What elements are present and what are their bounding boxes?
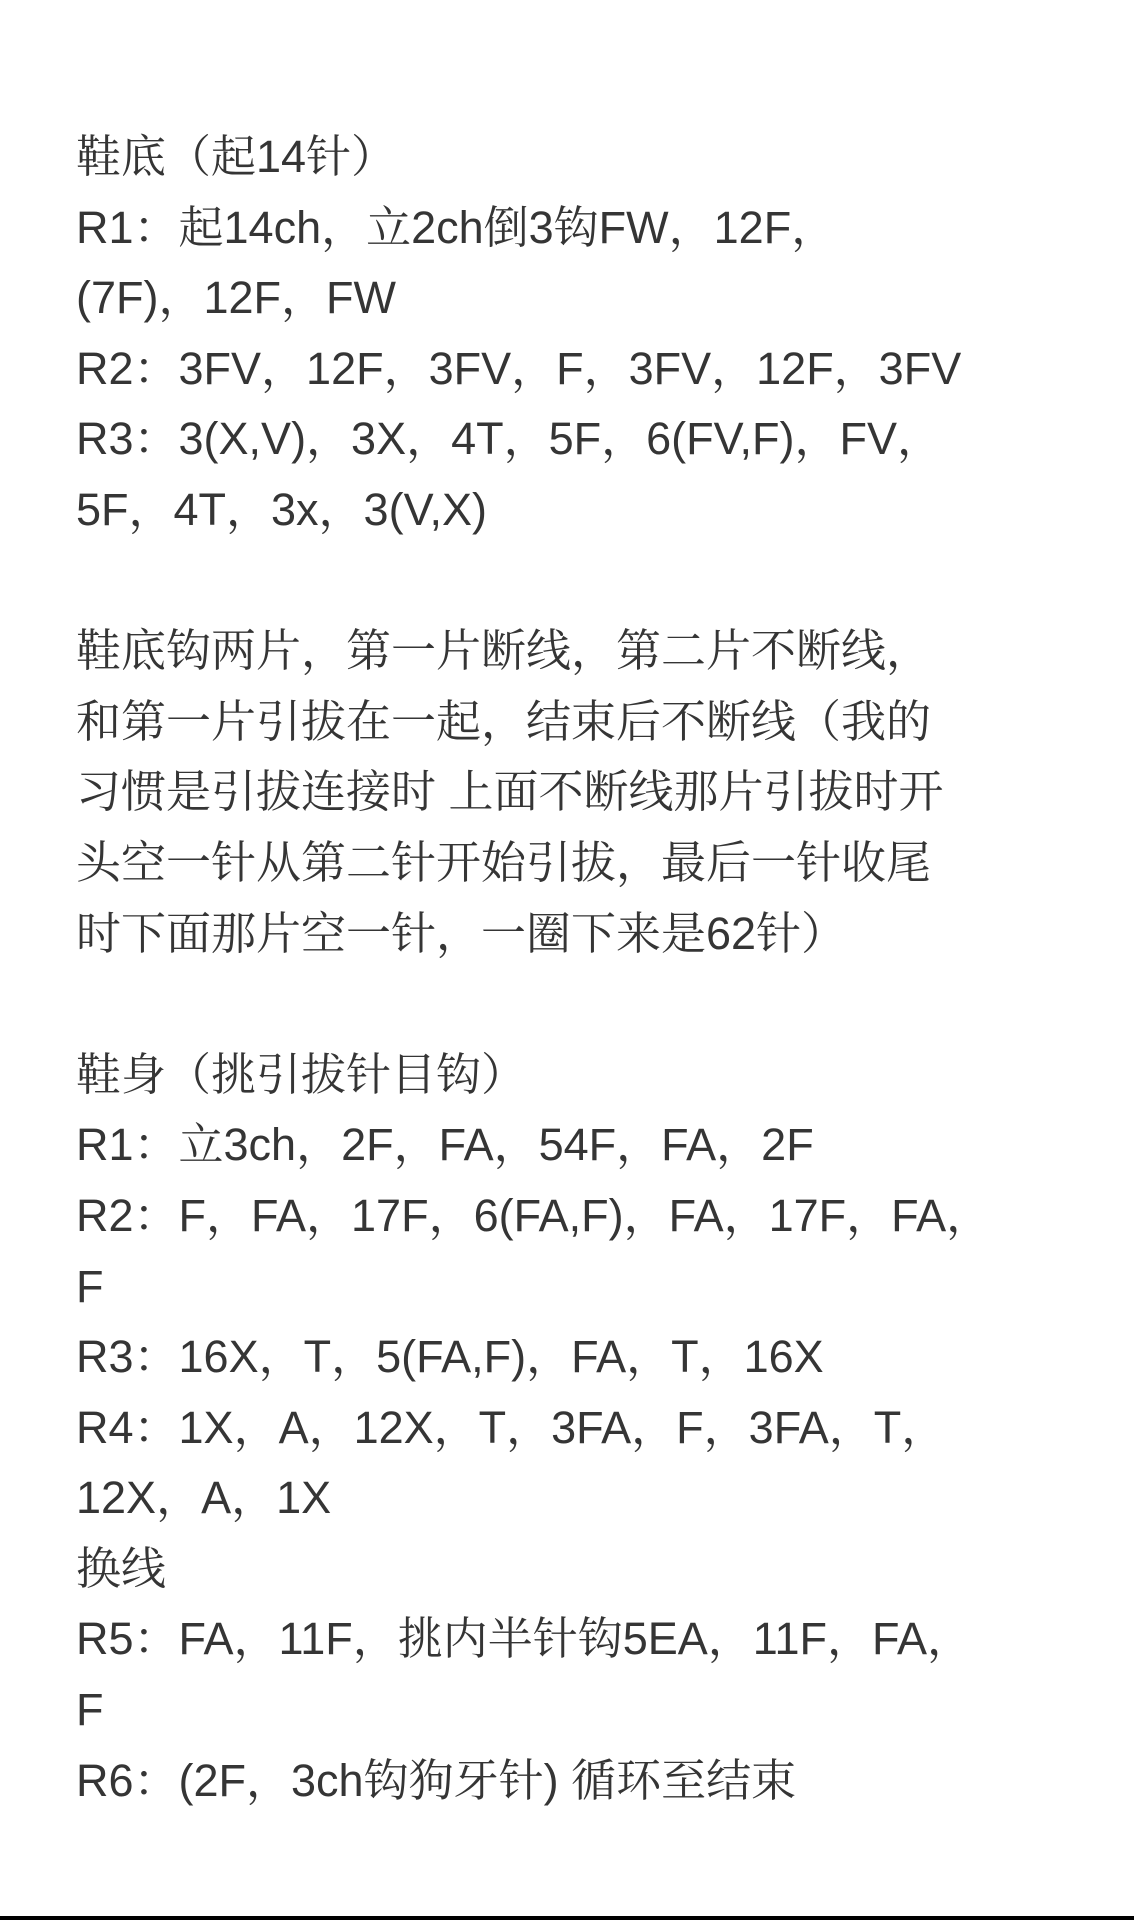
body-row-4: R4：1X，A，12X，T，3FA，F，3FA，T， (76, 1401, 947, 1453)
sole-section-title: 鞋底（起14针） (76, 131, 397, 182)
bottom-edge-bar (0, 1916, 1134, 1920)
sole-row-2: R2：3FV，12F，3FV，F，3FV，12F，3FV (76, 342, 962, 394)
body-row-1: R1：立3ch，2F，FA，54F，FA，2F (76, 1119, 814, 1171)
note-line: 时下面那片空一针，一圈下来是62针） (76, 907, 847, 959)
blank-line (76, 969, 1114, 1040)
blank-line (76, 546, 1114, 617)
body-row-2-cont: F (76, 1260, 104, 1312)
pattern-document (76, 122, 1114, 1816)
note-line: 鞋底钩两片，第一片断线，第二片不断线， (76, 625, 932, 677)
body-row-3: R3：16X，T，5(FA,F)，FA，T，16X (76, 1331, 824, 1383)
sole-row-1-cont: (7F)，12F，FW (76, 272, 396, 324)
body-row-5: R5：FA，11F，挑内半针钩5EA，11F，FA， (76, 1613, 973, 1665)
body-section-title: 鞋身（挑引拔针目钩） (76, 1048, 527, 1100)
note-line: 和第一片引拔在一起，结束后不断线（我的 (76, 695, 932, 747)
color-change-note: 换线 (76, 1542, 167, 1594)
body-row-5-cont: F (76, 1684, 104, 1736)
body-row-4-cont: 12X，A，1X (76, 1472, 332, 1524)
note-line: 头空一针从第二针开始引拔，最后一针收尾 (76, 836, 932, 888)
body-row-2: R2：F，FA，17F，6(FA,F)，FA，17F，FA， (76, 1189, 992, 1241)
sole-row-1: R1：起14ch，立2ch倒3钩FW，12F， (76, 201, 837, 253)
note-line: 习惯是引拔连接时 上面不断线那片引拔时开 (76, 766, 944, 818)
sole-row-3: R3：3(X,V)，3X，4T，5F，6(FV,F)，FV， (76, 413, 942, 465)
sole-row-3-cont: 5F，4T，3x，3(V,X) (76, 483, 487, 535)
body-row-6: R6：(2F，3ch钩狗牙针) 循环至结束 (76, 1754, 797, 1806)
